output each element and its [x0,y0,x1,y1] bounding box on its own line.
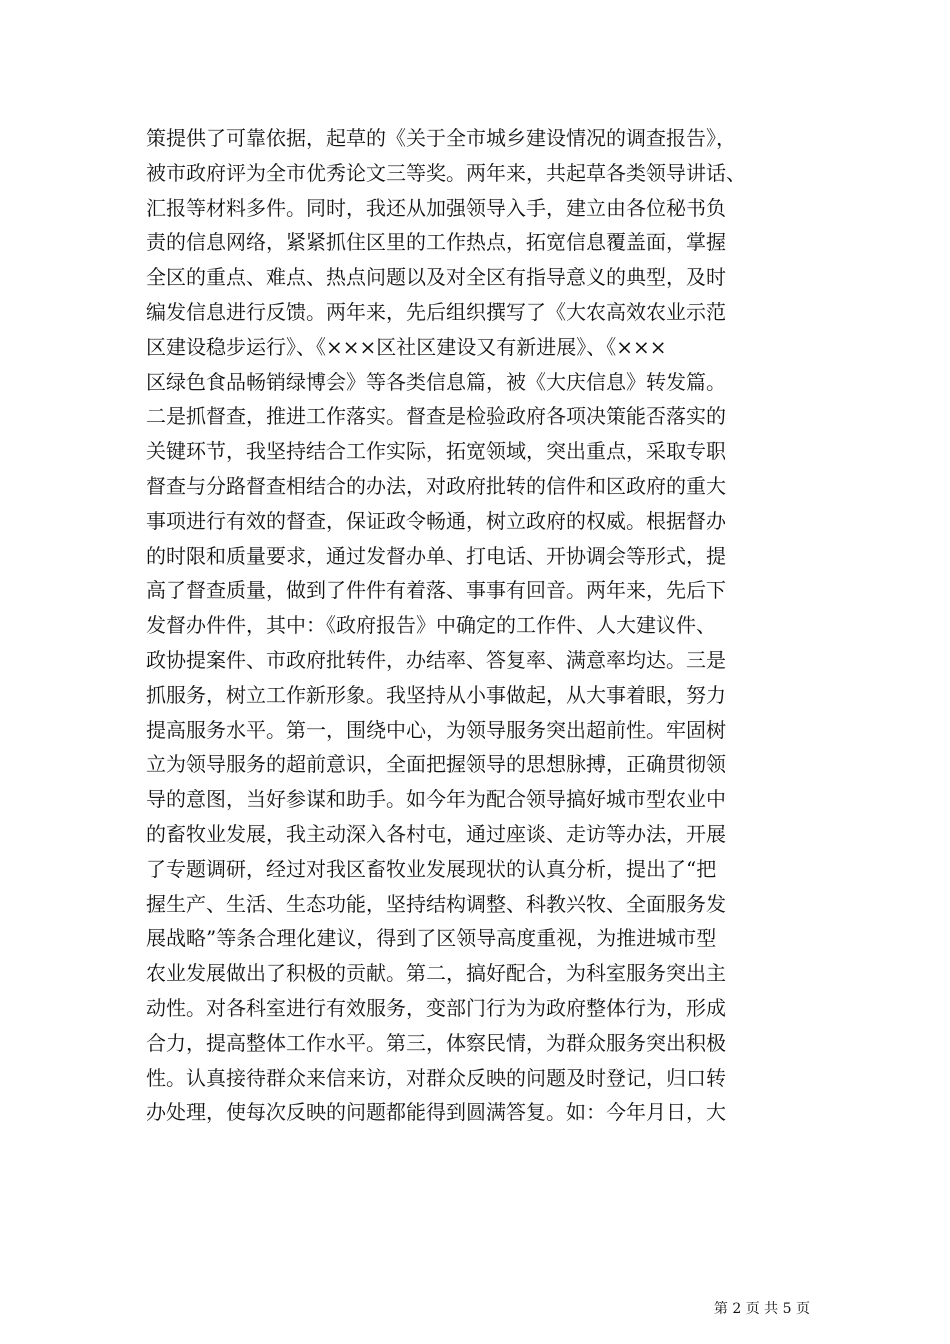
text-line-16: 政协提案件、市政府批转件，办结率、答复率、满意率均达。三是 [146,647,726,672]
text-line-28: 性。认真接待群众来信来访，对群众反映的问题及时登记，归口转 [146,1065,726,1090]
text-line-22: 了专题调研，经过对我区畜牧业发展现状的认真分析，提出了“把 [146,856,717,881]
text-line-14: 高了督查质量，做到了件件有着落、事事有回音。两年来，先后下 [146,578,726,603]
text-line-19: 立为领导服务的超前意识，全面把握领导的思想脉搏，正确贯彻领 [146,752,726,777]
text-line-5: 全区的重点、难点、热点问题以及对全区有指导意义的典型，及时 [146,265,726,290]
text-line-21: 的畜牧业发展，我主动深入各村屯，通过座谈、走访等办法，开展 [146,821,726,846]
text-line-8: 区绿色食品畅销绿博会》等各类信息篇，被《大庆信息》转发篇。 [146,369,726,394]
body-text [146,121,806,1130]
page-number-footer: 第 2 页 共 5 页 [713,1301,810,1317]
text-line-17: 抓服务，树立工作新形象。我坚持从小事做起，从大事着眼，努力 [146,682,726,707]
text-line-27: 合力，提高整体工作水平。第三，体察民情，为群众服务突出积极 [146,1030,726,1055]
text-line-9: 二是抓督查，推进工作落实。督查是检验政府各项决策能否落实的 [146,404,726,429]
text-line-23: 握生产、生活、生态功能，坚持结构调整、科教兴牧、全面服务发 [146,891,726,916]
text-line-3: 汇报等材料多件。同时，我还从加强领导入手，建立由各位秘书负 [146,195,726,220]
text-line-10: 关键环节，我坚持结合工作实际，拓宽领域，突出重点，采取专职 [146,439,726,464]
text-line-25: 农业发展做出了积极的贡献。第二，搞好配合，为科室服务突出主 [146,961,726,986]
text-line-24: 展战略”等条合理化建议，得到了区领导高度重视，为推进城市型 [146,926,717,951]
text-line-29: 办处理，使每次反映的问题都能得到圆满答复。如：今年月日，大 [146,1100,726,1125]
text-line-20: 导的意图，当好参谋和助手。如今年为配合领导搞好城市型农业中 [146,787,726,812]
text-line-7: 区建设稳步运行》、《×××区社区建设又有新进展》、《××× [146,334,667,359]
text-line-6: 编发信息进行反馈。两年来，先后组织撰写了《大农高效农业示范 [146,299,726,324]
text-line-13: 的时限和质量要求，通过发督办单、打电话、开协调会等形式，提 [146,543,726,568]
text-line-12: 事项进行有效的督查，保证政令畅通，树立政府的权威。根据督办 [146,508,726,533]
text-line-1: 策提供了可靠依据，起草的《关于全市城乡建设情况的调查报告》， [146,126,736,150]
text-line-2: 被市政府评为全市优秀论文三等奖。两年来，共起草各类领导讲话、 [146,160,746,185]
text-line-15: 发督办件件，其中：《政府报告》中确定的工作件、人大建议件、 [146,613,716,638]
text-line-4: 责的信息网络，紧紧抓住区里的工作热点，拓宽信息覆盖面，掌握 [146,230,726,255]
text-line-26: 动性。对各科室进行有效服务，变部门行为为政府整体行为，形成 [146,995,726,1020]
text-line-11: 督查与分路督查相结合的办法，对政府批转的信件和区政府的重大 [146,473,726,498]
text-line-18: 提高服务水平。第一，围绕中心，为领导服务突出超前性。牢固树 [146,717,726,742]
